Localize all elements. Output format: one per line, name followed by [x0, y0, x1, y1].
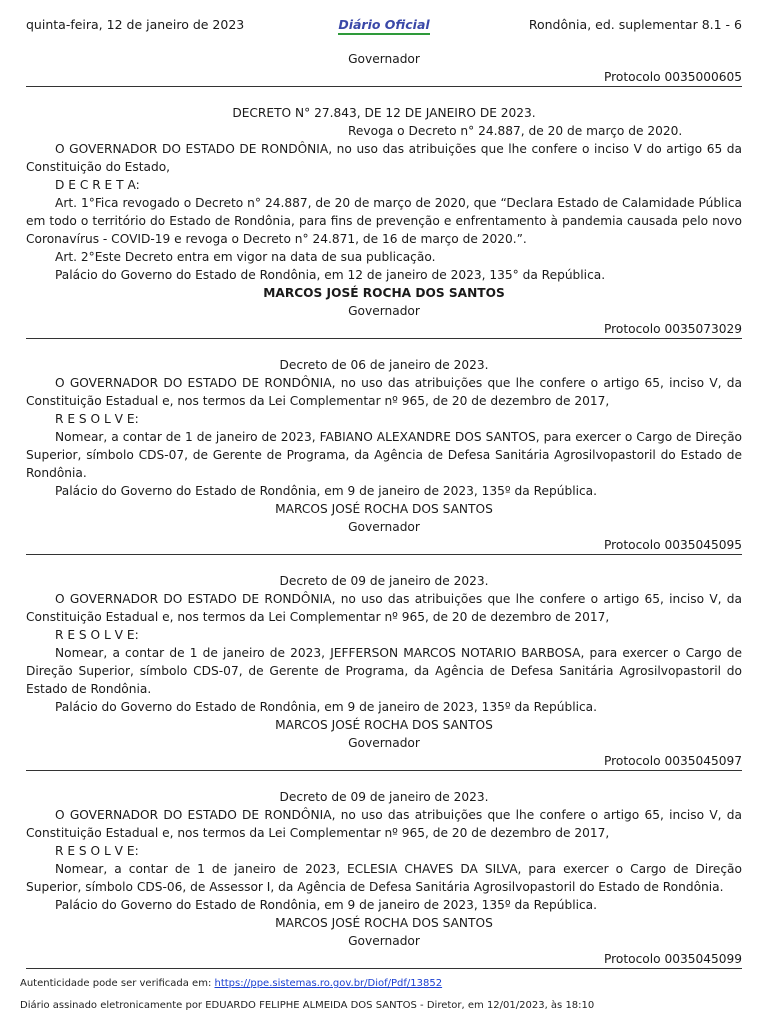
decree-palace: Palácio do Governo do Estado de Rondônia, em 9 de janeiro de 2023, 135º da República. — [55, 484, 598, 498]
decree-title: Decreto de 09 de janeiro de 2023. — [279, 790, 489, 804]
section-divider — [26, 968, 742, 969]
decree-article-2: Art. 2°Este Decreto entra em vigor na data de sua publicação. — [55, 250, 436, 264]
protocol-number: Protocolo 0035073029 — [604, 322, 742, 336]
signer-role: Governador — [348, 736, 420, 750]
decree-signer: MARCOS JOSÉ ROCHA DOS SANTOS — [275, 916, 493, 930]
decree-palace: Palácio do Governo do Estado de Rondônia, em 9 de janeiro de 2023, 135º da República. — [55, 898, 598, 912]
decree-preamble: O GOVERNADOR DO ESTADO DE RONDÔNIA, no uso das atribuições que lhe confere o artigo 65, inciso V, da Constituição Estadual e, nos termos da Lei Complementar nº 965, de 20 de dezembro de 2017, — [26, 808, 742, 840]
signer-role: Governador — [348, 304, 420, 318]
signer-role: Governador — [348, 52, 420, 66]
decree-signer: MARCOS JOSÉ ROCHA DOS SANTOS — [263, 286, 505, 300]
decree-jefferson — [26, 572, 742, 770]
decree-title: DECRETO N° 27.843, DE 12 DE JANEIRO DE 2023. — [232, 106, 536, 120]
decree-signer: MARCOS JOSÉ ROCHA DOS SANTOS — [275, 718, 493, 732]
signature-note: Diário assinado eletronicamente por EDUARDO FELIPHE ALMEIDA DOS SANTOS - Diretor, em 12/01/2023, às 18:10 — [20, 1000, 595, 1011]
document-body — [26, 50, 742, 969]
diario-oficial-link[interactable]: Diário Oficial — [338, 17, 429, 35]
authenticity-note — [20, 978, 442, 989]
decree-decreta: D E C R E T A: — [55, 178, 140, 192]
decree-resolve: R E S O L V E: — [55, 628, 139, 642]
decree-title: Decreto de 06 de janeiro de 2023. — [279, 358, 489, 372]
protocol-number: Protocolo 0035000605 — [604, 70, 742, 84]
protocol-number: Protocolo 0035045099 — [604, 952, 742, 966]
header-edition: Rondônia, ed. suplementar 8.1 - 6 — [528, 17, 742, 32]
decree-palace: Palácio do Governo do Estado de Rondônia, em 9 de janeiro de 2023, 135º da República. — [55, 700, 598, 714]
decree-title: Decreto de 09 de janeiro de 2023. — [279, 574, 489, 588]
decree-body: Nomear, a contar de 1 de janeiro de 2023, ECLESIA CHAVES DA SILVA, para exercer o Cargo de Direção Superior, símbolo CDS-06, de Assessor I, da Agência de Defesa Sanitária Agrosilvopastoril do Estado de Rondônia. — [26, 862, 742, 894]
decree-fabiano — [26, 356, 742, 554]
decree-preamble: O GOVERNADOR DO ESTADO DE RONDÔNIA, no uso das atribuições que lhe confere o inciso V do artigo 65 da Constituição do Estado, — [26, 142, 742, 174]
decree-resolve: R E S O L V E: — [55, 412, 139, 426]
signer-role: Governador — [348, 520, 420, 534]
protocol-number: Protocolo 0035045097 — [604, 754, 742, 768]
decree-body: Nomear, a contar de 1 de janeiro de 2023, FABIANO ALEXANDRE DOS SANTOS, para exercer o Cargo de Direção Superior, símbolo CDS-07, de Gerente de Programa, da Agência de Defesa Sanitária Agrosilvopastoril do Estado de Rondônia. — [26, 430, 742, 480]
decree-summary: Revoga o Decreto n° 24.887, de 20 de março de 2020. — [348, 124, 683, 138]
authenticity-label: Autenticidade pode ser verificada em: — [20, 978, 215, 989]
page-header — [26, 17, 742, 37]
authenticity-link[interactable]: https://ppe.sistemas.ro.gov.br/Diof/Pdf/13852 — [214, 978, 443, 989]
decree-signer: MARCOS JOSÉ ROCHA DOS SANTOS — [275, 502, 493, 516]
decree-body: Nomear, a contar de 1 de janeiro de 2023, JEFFERSON MARCOS NOTARIO BARBOSA, para exercer o Cargo de Direção Superior, símbolo CDS-07, de Gerente de Programa, da Agência de Defesa Sanitária Agrosilvopastoril do Estado de Rondônia. — [26, 646, 742, 696]
decree-eclesia — [26, 788, 742, 968]
signer-role: Governador — [348, 934, 420, 948]
decree-preamble: O GOVERNADOR DO ESTADO DE RONDÔNIA, no uso das atribuições que lhe confere o artigo 65, inciso V, da Constituição Estadual e, nos termos da Lei Complementar nº 965, de 20 de dezembro de 2017, — [26, 376, 742, 408]
decree-preamble: O GOVERNADOR DO ESTADO DE RONDÔNIA, no uso das atribuições que lhe confere o artigo 65, inciso V, da Constituição Estadual e, nos termos da Lei Complementar nº 965, de 20 de dezembro de 2017, — [26, 592, 742, 624]
decree-27843 — [26, 104, 742, 338]
decree-article-1: Art. 1°Fica revogado o Decreto n° 24.887, de 20 de março de 2020, que “Declara Estado de Calamidade Pública em todo o território do Estado de Rondônia, para fins de prevenção e enfrentamento à pandemia causada pelo novo Coronavírus - COVID-19 e revoga o Decreto n° 24.871, de 16 de março de 2020.”. — [26, 196, 742, 246]
header-date: quinta-feira, 12 de janeiro de 2023 — [26, 17, 245, 32]
decree-resolve: R E S O L V E: — [55, 844, 139, 858]
decree-palace: Palácio do Governo do Estado de Rondônia, em 12 de janeiro de 2023, 135° da República. — [55, 268, 606, 282]
protocol-number: Protocolo 0035045095 — [604, 538, 742, 552]
